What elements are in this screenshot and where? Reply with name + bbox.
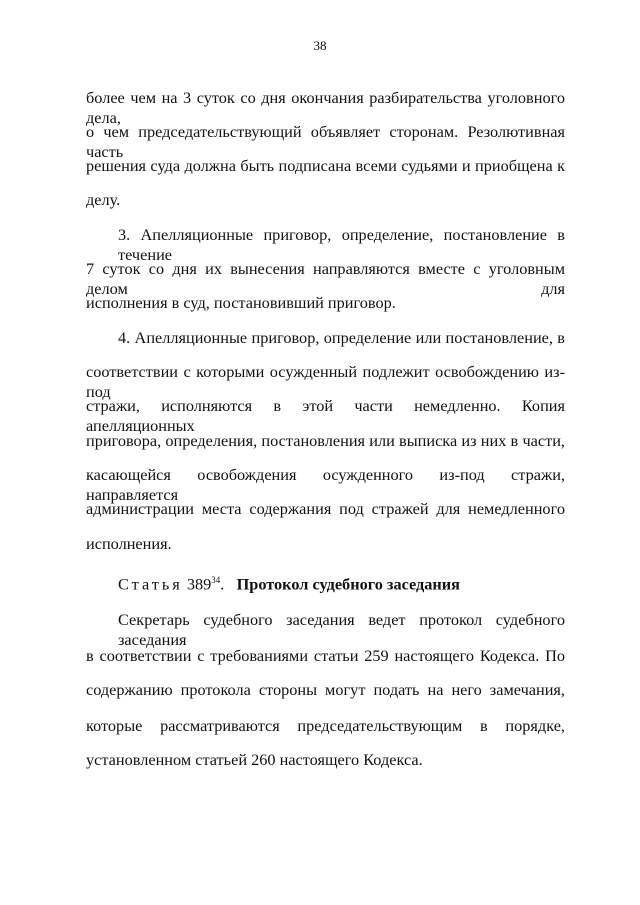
text-line: делу.	[86, 190, 121, 209]
text-line: в соответствии с требованиями статьи 259 настоящего Кодекса. По	[86, 646, 565, 665]
text-line: Секретарь судебного заседания ведет протокол судебного заседания	[118, 610, 565, 649]
article-heading	[118, 570, 597, 594]
text-line: 7 суток со дня их вынесения направляются вместе с уголовным делом для	[86, 259, 565, 298]
text-line: приговора, определения, постановления или выписка из них в части,	[86, 431, 565, 450]
page-number: 38	[313, 38, 327, 53]
text-line: которые рассматриваются председательствующим в порядке,	[86, 716, 565, 735]
text-line: стражи, исполняются в этой части немедленно. Копия апелляционных	[86, 396, 565, 435]
article-prefix: Статья	[118, 574, 183, 594]
text-line: исполнения.	[86, 534, 172, 553]
text-line: 3. Апелляционные приговор, определение, постановление в течение	[118, 225, 565, 264]
text-line: исполнения в суд, постановивший приговор.	[86, 293, 396, 312]
text-line: 4. Апелляционные приговор, определение или постановление, в	[118, 328, 565, 347]
text-line: решения суда должна быть подписана всеми судьями и приобщена к	[86, 156, 565, 175]
article-superscript: 34	[211, 575, 221, 585]
text-line: содержанию протокола стороны могут подать на него замечания,	[86, 680, 565, 699]
article-number: 389	[186, 574, 212, 594]
article-title: Протокол судебного заседания	[236, 574, 460, 594]
text-line: установленном статьей 260 настоящего Кодекса.	[86, 750, 423, 769]
text-line: касающейся освобождения осужденного из-под стражи, направляется	[86, 465, 565, 504]
article-dot: .	[220, 574, 225, 594]
text-line: администрации места содержания под стражей для немедленного	[86, 499, 565, 518]
text-line: более чем на 3 суток со дня окончания разбирательства уголовного дела,	[86, 88, 565, 127]
text-line: соответствии с которыми осужденный подлежит освобождению из-под	[86, 362, 565, 401]
text-line: о чем председательствующий объявляет сторонам. Резолютивная часть	[86, 122, 565, 161]
